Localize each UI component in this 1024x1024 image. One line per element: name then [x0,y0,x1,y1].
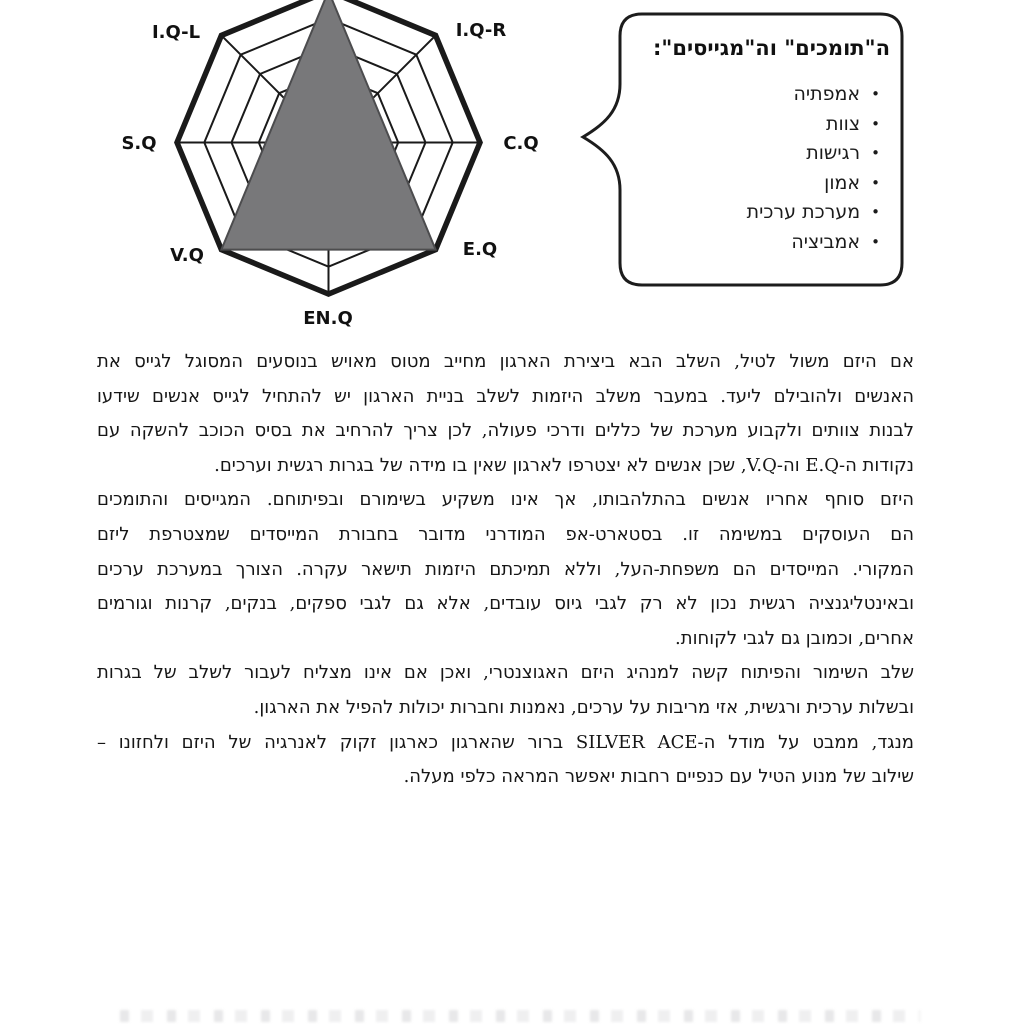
axis-label-en-q: EN.Q [303,308,353,329]
list-item [590,198,880,228]
body-text-line: מנגד, ממבט על מודל ה-SILVER ACE ברור שהארגון כארגון זקוק לאנרגיה של היזם ולחזונו – [97,731,914,753]
list-item-label: צוות [826,112,861,135]
list-item [590,169,880,199]
list-item-label: אמביציה [791,230,861,253]
paragraph [97,726,914,795]
list-item [590,80,880,110]
body-text-line: אם היזם משול לטיל, השלב הבא ביצירת הארגון מחייב מטוס מאויש בנוסעים המסוגל לגייס את [97,351,914,372]
paragraph [97,345,914,483]
list-item-label: אמון [824,171,861,194]
axis-label-iq-l: I.Q-L [151,22,201,43]
list-item [590,228,880,258]
list-item-label: רגישות [806,142,861,164]
body-text-line: המקורי. המייסדים הם משפחת-העל, וללא תמיכתם היזמות תישאר עקרה. הצורך במערכת ערכים [97,558,914,580]
bullet-icon: • [871,85,880,103]
axis-label-cq: C.Q [503,133,539,154]
body-text-line: לבנות צוותים ולקבוע מערכת של כללים ודרכי פעולה, לכן צריך להרחיב את בסיס הכוכב להשקה עם [97,420,914,442]
list-item [590,139,880,169]
callout-bubble [560,12,910,292]
paragraph [97,483,914,656]
list-item [590,110,880,140]
axis-label-eq: E.Q [462,239,498,260]
axis-label-iq-r: I.Q-R [455,20,507,41]
scan-artifact-strip [120,1010,920,1022]
list-item-label: אמפתיה [793,83,861,105]
body-text-line: שלב השימור והפיתוח קשה למנהיג היזם האגוצנטרי, ואכן אם אינו מצליח לעבור לשלב של בגרות [97,662,914,684]
body-text-line: הם העוסקים במשימה זו. בסטארט-אפ המודרני מדובר בחבורת המייסדים שמצטרפת ליזם [97,523,914,545]
body-text-line: נקודות ה-E.Q וה-V.Q, שכן אנשים לא יצטרפו לארגון שאין בו מידה של בגרות רגשית וערכים. [214,454,914,476]
callout-title: ה"תומכים" וה"מגייסים": [652,36,890,60]
bullet-icon: • [871,173,880,192]
radar-series-triangle [221,0,435,250]
paragraph [97,656,914,725]
body-text [97,345,914,795]
body-text-line: האנשים ולהובילם ליעד. במעבר משלב היזמות לשלב בניית הארגון יש להתחיל לגייס אנשים שידעו [97,385,914,407]
radar-chart [0,0,600,345]
bullet-icon: • [871,144,880,162]
body-text-line: ובאינטליגנציה רגשית נכון לא רק לגבי גיוס עובדים, אלא גם לגבי ספקים, בנקים, קרנות וגורמים [97,593,914,615]
callout-list [590,80,880,257]
bullet-icon: • [871,203,880,221]
body-text-line: היזם סוחף אחריו אנשים בהתלהבותו, אך אינו משקיע בשימורם ובפיתוחם. המגייסים והתומכים [97,489,914,511]
body-text-line: אחרים, וכמובן גם לגבי לקוחות. [675,627,914,649]
body-text-line: ובשלות ערכית ורגשית, אזי מריבות על ערכים, נאמנות וחברות יכולות להפיל את הארגון. [253,696,914,718]
bullet-icon: • [871,114,880,133]
axis-label-vq: V.Q [170,245,204,266]
axis-label-sq: S.Q [121,133,157,154]
body-text-line: שילוב של מנוע הטיל עם כנפיים רחבות יאפשר המראה כלפי מעלה. [403,766,914,788]
bullet-icon: • [871,232,880,251]
list-item-label: מערכת ערכית [746,201,861,223]
